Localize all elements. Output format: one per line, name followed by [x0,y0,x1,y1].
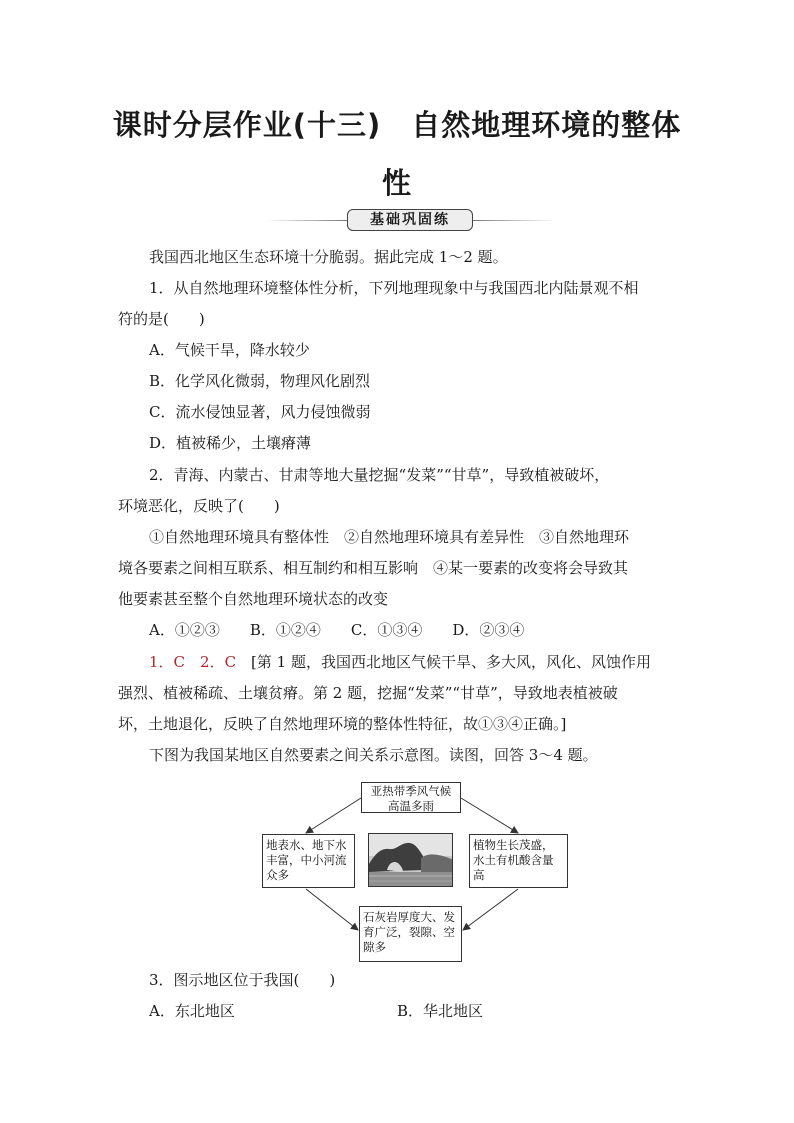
question-1-option-c: C．流水侵蚀显著，风力侵蚀微弱 [149,403,371,421]
title-part1: 课时分层作业(十三) [112,108,382,142]
question-2-statement-3: 他要素甚至整个自然地理环境状态的改变 [118,590,389,608]
intro-3-4: 下图为我国某地区自然要素之间关系示意图。读图，回答 3～4 题。 [149,746,598,764]
vegetation-line-2: 水土有机酸含量 [473,853,554,867]
climate-line-1: 亚热带季风气候 [370,784,452,798]
karst-landscape-photo [368,833,453,887]
question-1-stem: 1．从自然地理环境整体性分析，下列地理现象中与我国西北内陆景观不相 [149,279,639,297]
explanation-line-2: 强烈、植被稀疏、土壤贫瘠。第 2 题，挖掘“发菜”“甘草”，导致地表植被破 [118,684,618,702]
water-line-1: 地表水、地下水 [266,838,347,852]
climate-box [361,782,461,813]
title-line2: 性 [381,166,412,200]
section-rule-right [473,220,555,221]
water-line-2: 丰富，中小河流 [266,853,347,867]
vegetation-box [469,834,568,888]
arrow-water-to-rock [306,889,358,930]
arrow-vegetation-to-rock [463,889,518,930]
rock-line-3: 隙多 [363,940,386,954]
question-1-stem-cont: 符的是( ) [118,310,205,328]
question-3-option-a: A．东北地区 [149,1002,235,1020]
title-part2: 自然地理环境的整体 [411,108,682,142]
explanation-start: [第 1 题，我国西北地区气候干旱、多大风，风化、风蚀作用 [236,653,651,671]
question-2-stem: 2．青海、内蒙古、甘肃等地大量挖掘“发菜”“甘草”，导致植被破坏， [149,466,610,484]
question-3-stem: 3．图示地区位于我国( ) [149,971,336,989]
arrow-climate-to-water [306,798,361,833]
question-2-stem-cont: 环境恶化，反映了( ) [118,497,280,515]
section-label: 基础巩固练 [347,209,473,231]
section-rule-left [265,220,347,221]
answer-line-1 [149,652,651,672]
rock-line-1: 石灰岩厚度大、发 [363,910,455,924]
explanation-line-3: 坏，土地退化，反映了自然地理环境的整体性特征，故①③④正确。] [118,715,567,733]
intro-1-2: 我国西北地区生态环境十分脆弱。据此完成 1～2 题。 [149,248,508,266]
question-2-statement-2: 境各要素之间相互联系、相互制约和相互影响 ④某一要素的改变将会导致其 [118,559,629,577]
question-3-option-b: B．华北地区 [397,1002,484,1020]
rock-line-2: 育广泛，裂隙、空 [363,925,455,939]
section-header [265,209,555,231]
question-1-option-b: B．化学风化微弱，物理风化剧烈 [149,372,371,390]
vegetation-line-3: 高 [473,868,485,882]
arrow-climate-to-vegetation [461,798,518,833]
answer-key: 1．C 2．C [149,653,237,671]
question-2-statement-1: ①自然地理环境具有整体性 ②自然地理环境具有差异性 ③自然地理环 [149,528,630,546]
page-title [110,96,684,212]
relationship-diagram [262,782,568,962]
water-box [262,834,355,888]
question-2-options: A．①②③ B．①②④ C．①③④ D．②③④ [149,621,525,639]
question-1-option-d: D．植被稀少，土壤瘠薄 [149,434,312,452]
vegetation-line-1: 植物生长茂盛， [473,838,554,852]
question-1-option-a: A．气候干旱，降水较少 [149,341,310,359]
climate-line-2: 高温多雨 [388,799,434,813]
water-line-3: 众多 [266,868,289,882]
rock-box [359,906,462,962]
